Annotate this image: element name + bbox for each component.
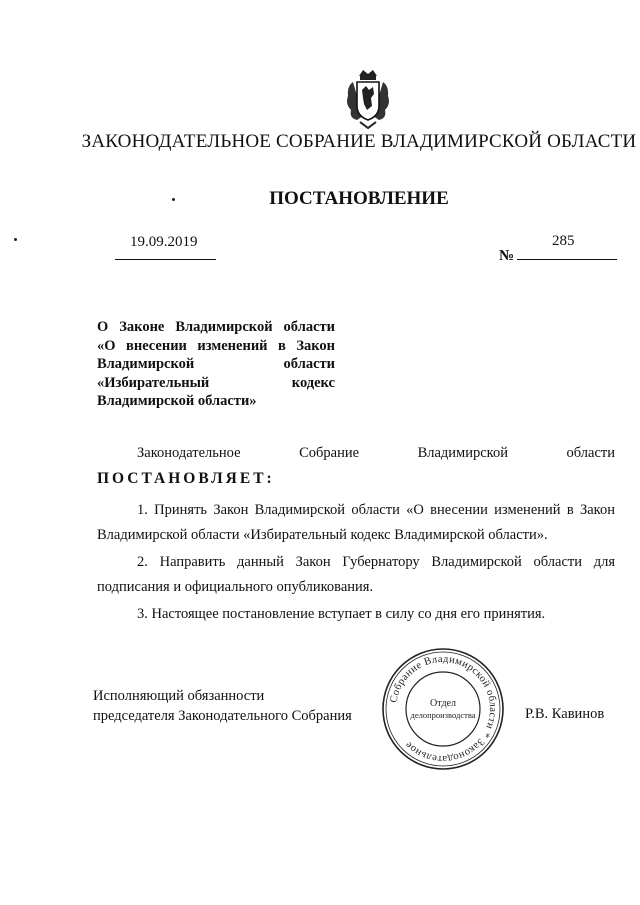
document-date: 19.09.2019 <box>130 234 198 250</box>
stamp-ring-text: Собрание Владимирской области * Законодательное <box>388 653 499 765</box>
subject-line: «О внесении изменений в Закон <box>97 337 335 354</box>
subject-line: Владимирской области <box>97 356 335 372</box>
intro-word: Владимирской <box>417 445 508 461</box>
organization-title: ЗАКОНОДАТЕЛЬНОЕ СОБРАНИЕ ВЛАДИМИРСКОЙ ОБЛАСТИ <box>81 131 637 152</box>
subject-line: Владимирской области» <box>97 393 257 409</box>
signer-position-line: председателя Законодательного Собрания <box>93 708 352 724</box>
document-type-heading: ПОСТАНОВЛЕНИЕ <box>269 188 449 209</box>
paragraph-1: 1. Принять Закон Владимирской области «О внесении изменений в Закон Владимирской области «Избирательный кодекс Владимирской области». <box>97 502 615 543</box>
document-subject <box>97 318 335 411</box>
intro-line <box>137 445 615 462</box>
stamp-center-line: делопроизводства <box>410 710 476 720</box>
official-stamp <box>381 647 505 771</box>
paragraph-3: 3. Настоящее постановление вступает в силу со дня его принятия. <box>137 606 546 622</box>
scan-speck <box>172 198 175 201</box>
signer-name: Р.В. Кавинов <box>525 706 605 722</box>
subject-line: «Избирательный кодекс <box>97 374 335 391</box>
paragraph-2: 2. Направить данный Закон Губернатору Владимирской области для подписания и официального опубликования. <box>97 554 615 595</box>
subject-line: О Законе Владимирской области <box>97 319 335 335</box>
date-underline <box>115 259 216 260</box>
intro-word: Собрание <box>299 445 360 461</box>
intro-word: области <box>566 445 615 461</box>
signer-position-line: Исполняющий обязанности <box>93 688 265 704</box>
document-number: 285 <box>552 233 575 249</box>
scan-speck <box>14 238 17 241</box>
number-underline <box>517 259 617 260</box>
coat-of-arms-icon <box>343 68 393 130</box>
intro-word: Законодательное <box>137 445 241 461</box>
number-label: № <box>499 248 515 264</box>
stamp-center-line: Отдел <box>430 698 456 709</box>
signer-position <box>93 686 352 726</box>
decree-word: ПОСТАНОВЛЯЕТ: <box>97 470 275 487</box>
